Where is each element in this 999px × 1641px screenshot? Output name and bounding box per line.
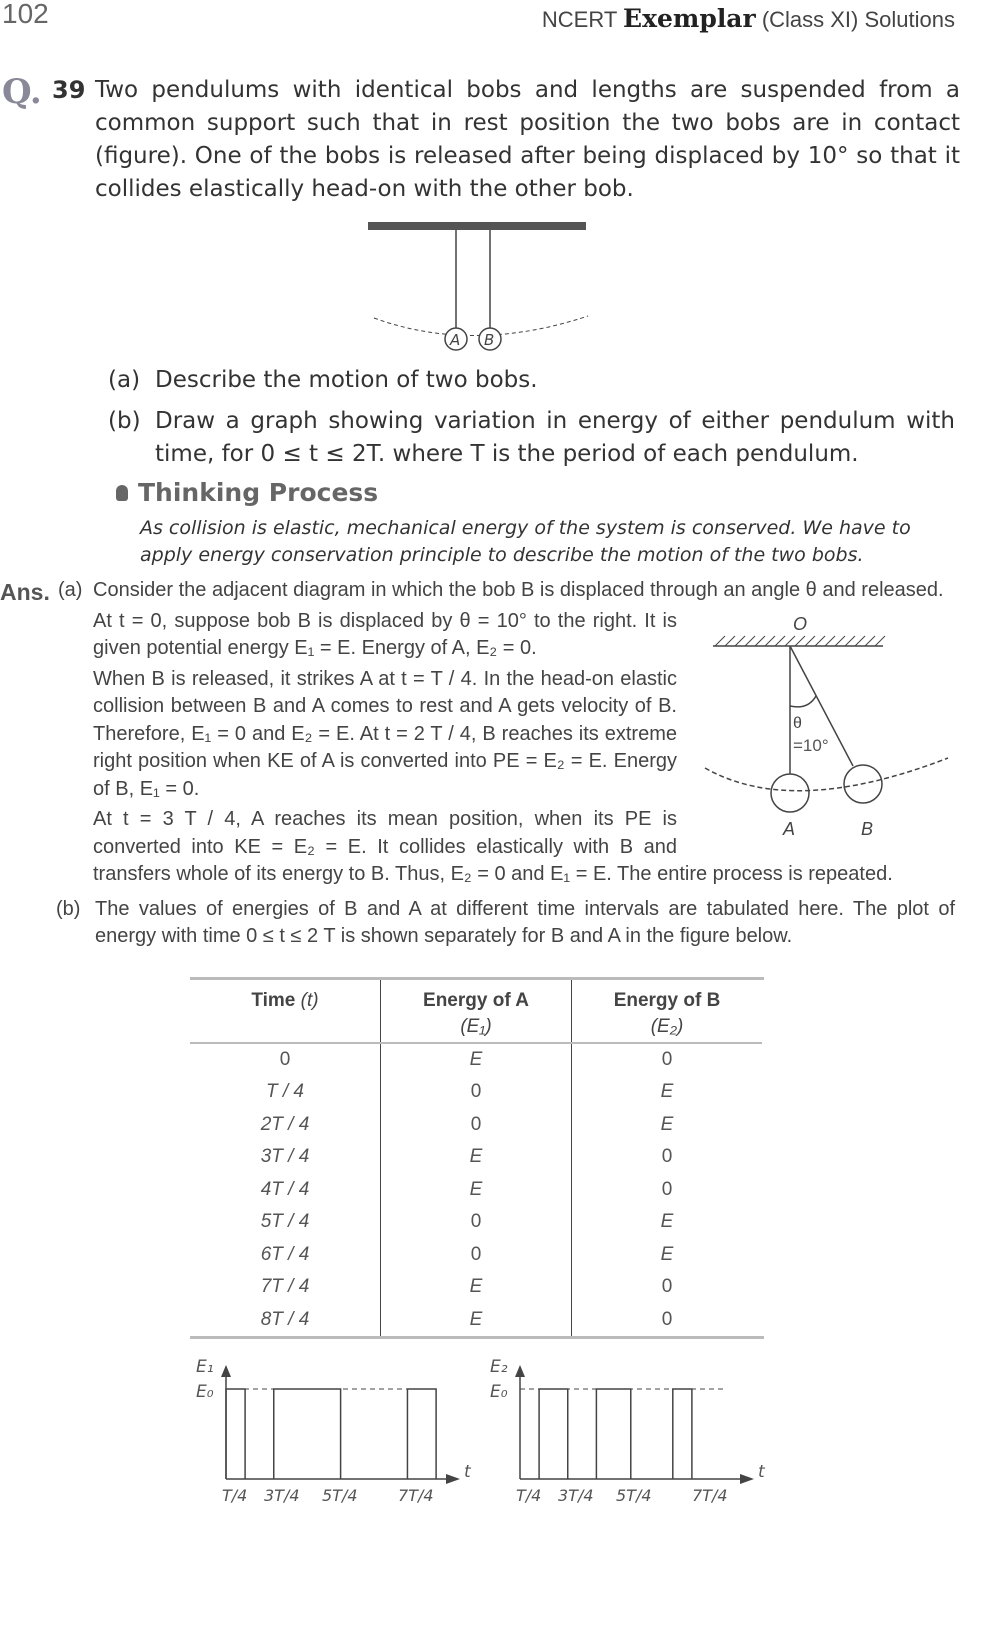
answer-b-label: (b)	[56, 897, 81, 920]
table-cell: 0	[381, 1109, 572, 1142]
table-row	[190, 1206, 762, 1239]
tick-label: T/4	[222, 1486, 248, 1505]
header-sub: (E₂)	[650, 1015, 684, 1037]
header-sub: (E₁)	[460, 1015, 492, 1037]
bob-b-label: B	[484, 331, 495, 349]
table-cell: 0	[279, 1048, 291, 1070]
column-header	[381, 980, 572, 1043]
pendulum-diagram	[693, 608, 955, 848]
answer-a-p4b: transfers whole of its energy to B. Thus, E₂ = 0 and E₁ = E. The entire process is repeated.	[93, 863, 893, 885]
table-row	[190, 1304, 762, 1337]
table-cell: 4T / 4	[260, 1178, 310, 1200]
part-b-text: Draw a graph showing variation in energy of either pendulum with time, for 0 ≤ t ≤ 2T. where T is the period of each pendulum.	[155, 408, 955, 467]
y-label: E₂	[490, 1357, 508, 1377]
answer-b	[0, 896, 960, 951]
answer-a-p2: At t = 0, suppose bob B is displaced by θ = 10° to the right. It is given potential energy E₁ = E. Energy of A, E₂ = 0.	[93, 609, 677, 659]
bob-b-label: B	[861, 818, 874, 839]
table-cell: E	[572, 1206, 763, 1239]
bob-a-label: A	[450, 331, 461, 349]
y-axis-arrow-icon	[515, 1365, 525, 1377]
energy-table	[190, 980, 762, 1337]
energy-pulse	[673, 1389, 692, 1479]
energy-pulse	[226, 1389, 245, 1479]
two-pendulum-figure	[360, 214, 600, 364]
table-row	[190, 1109, 762, 1142]
y-label: E₁	[196, 1357, 214, 1377]
x-label: t	[758, 1462, 765, 1482]
tick-label: 7T/4	[398, 1486, 434, 1505]
header-suffix: (Class XI) Solutions	[761, 7, 955, 32]
table-row	[190, 1043, 762, 1077]
answer-b-text: The values of energies of B and A at different time intervals are tabulated here. The plot of energy with time 0 ≤ t ≤ 2 T is shown separately for B and A in the figure below.	[95, 897, 955, 947]
tick-label: 5T/4	[616, 1486, 652, 1505]
header-sub: (t)	[300, 989, 319, 1011]
table-cell: 0	[381, 1076, 572, 1109]
question-label: Q.	[2, 72, 42, 112]
part-b-label: (b)	[108, 408, 141, 434]
header-bold: Exemplar	[623, 4, 756, 33]
thinking-header	[116, 477, 960, 509]
tick-label: 7T/4	[692, 1486, 728, 1505]
table-row	[190, 1271, 762, 1304]
energy-table-wrap	[190, 977, 764, 1340]
level-label: E₀	[490, 1382, 508, 1402]
table-cell: 0	[381, 1206, 572, 1239]
theta-label: θ	[793, 714, 802, 732]
table-cell: T / 4	[265, 1081, 304, 1103]
question-number: 39	[52, 76, 86, 104]
content	[0, 74, 960, 1514]
question	[0, 74, 960, 206]
table-row	[190, 1239, 762, 1272]
table-cell: 2T / 4	[260, 1113, 310, 1135]
energy-graphs	[190, 1349, 790, 1514]
answer-label: Ans.	[0, 579, 50, 605]
table-cell: E	[572, 1076, 763, 1109]
part-a-label: (a)	[108, 367, 141, 393]
table-cell: 0	[572, 1141, 763, 1174]
energy-pulse	[407, 1389, 436, 1479]
header-main: Energy of A	[423, 989, 529, 1011]
header-prefix: NCERT	[541, 7, 617, 32]
part-b	[108, 405, 960, 471]
running-header	[542, 4, 955, 33]
table-cell: 7T / 4	[260, 1276, 310, 1298]
table-cell: E	[381, 1174, 572, 1207]
part-a-text: Describe the motion of two bobs.	[155, 367, 538, 393]
answer-a-content	[93, 577, 955, 892]
answer-a-p3: When B is released, it strikes A at t = T / 4. In the head-on elastic collision between B and A comes to rest and A gets velocity of B. Therefore, E₁ = 0 and E₂ = E. At t = 2 T / 4, B reaches its extreme right position when KE of A is converted into PE = E₂ = E. Energy of B, E₁ = 0.	[93, 667, 677, 800]
tick-label: 5T/4	[322, 1486, 358, 1505]
x-label: t	[464, 1462, 471, 1482]
table-cell: 0	[572, 1043, 763, 1077]
table-row	[190, 1076, 762, 1109]
page-number: 102	[2, 0, 49, 29]
table-cell: E	[572, 1239, 763, 1272]
bob-a-label: A	[783, 818, 796, 839]
table-cell: E	[381, 1043, 572, 1077]
energy-pulse	[596, 1389, 630, 1479]
table-cell: E	[381, 1141, 572, 1174]
answer-a	[0, 577, 960, 892]
answer-a-p1: Consider the adjacent diagram in which the bob B is displaced through an angle θ and released.	[93, 579, 944, 601]
tick-label: 3T/4	[264, 1486, 300, 1505]
column-header	[190, 980, 381, 1043]
table-cell: 0	[381, 1239, 572, 1272]
part-a	[108, 364, 960, 397]
table-cell: E	[572, 1109, 763, 1142]
lightbulb-icon	[116, 485, 128, 501]
pendulum-diagram-wrap	[693, 608, 955, 858]
x-axis-arrow-icon	[446, 1474, 460, 1484]
tick-label: T/4	[516, 1486, 542, 1505]
answer-a-p4a: At t = 3 T / 4, A reaches its mean position, when its PE is converted into KE = E₂ = E. It collides elastically with B and	[93, 808, 677, 858]
question-text: Two pendulums with identical bobs and lengths are suspended from a common support such that in rest position the two bobs are in contact (figure). One of the bobs is released after being displaced by 10° so that it collides elastically head-on with the other bob.	[95, 77, 960, 202]
table-cell: 3T / 4	[260, 1146, 310, 1168]
answer-a-label: (a)	[58, 579, 83, 601]
table-cell: 5T / 4	[260, 1211, 310, 1233]
header-main: Energy of B	[613, 989, 721, 1011]
table-header-row	[190, 980, 762, 1043]
angle-label: =10°	[793, 735, 829, 755]
table-cell: 0	[572, 1271, 763, 1304]
level-label: E₀	[196, 1382, 214, 1402]
tick-label: 3T/4	[558, 1486, 594, 1505]
x-axis-arrow-icon	[740, 1474, 754, 1484]
table-cell: 6T / 4	[260, 1243, 310, 1265]
table-cell: 8T / 4	[260, 1308, 310, 1330]
table-cell: E	[381, 1271, 572, 1304]
energy-pulse	[539, 1389, 568, 1479]
table-row	[190, 1174, 762, 1207]
thinking-text: As collision is elastic, mechanical energy of the system is conserved. We have to apply energy conservation principle to describe the motion of the two bobs.	[140, 517, 911, 566]
header-main: Time	[251, 989, 296, 1011]
table-cell: E	[381, 1304, 572, 1337]
pivot-label: O	[793, 613, 808, 634]
thinking-title: Thinking Process	[138, 478, 379, 507]
energy-pulse	[274, 1389, 341, 1479]
table-cell: 0	[572, 1174, 763, 1207]
column-header	[572, 980, 763, 1043]
answer	[0, 577, 960, 951]
table-cell: 0	[572, 1304, 763, 1337]
y-axis-arrow-icon	[221, 1365, 231, 1377]
table-row	[190, 1141, 762, 1174]
